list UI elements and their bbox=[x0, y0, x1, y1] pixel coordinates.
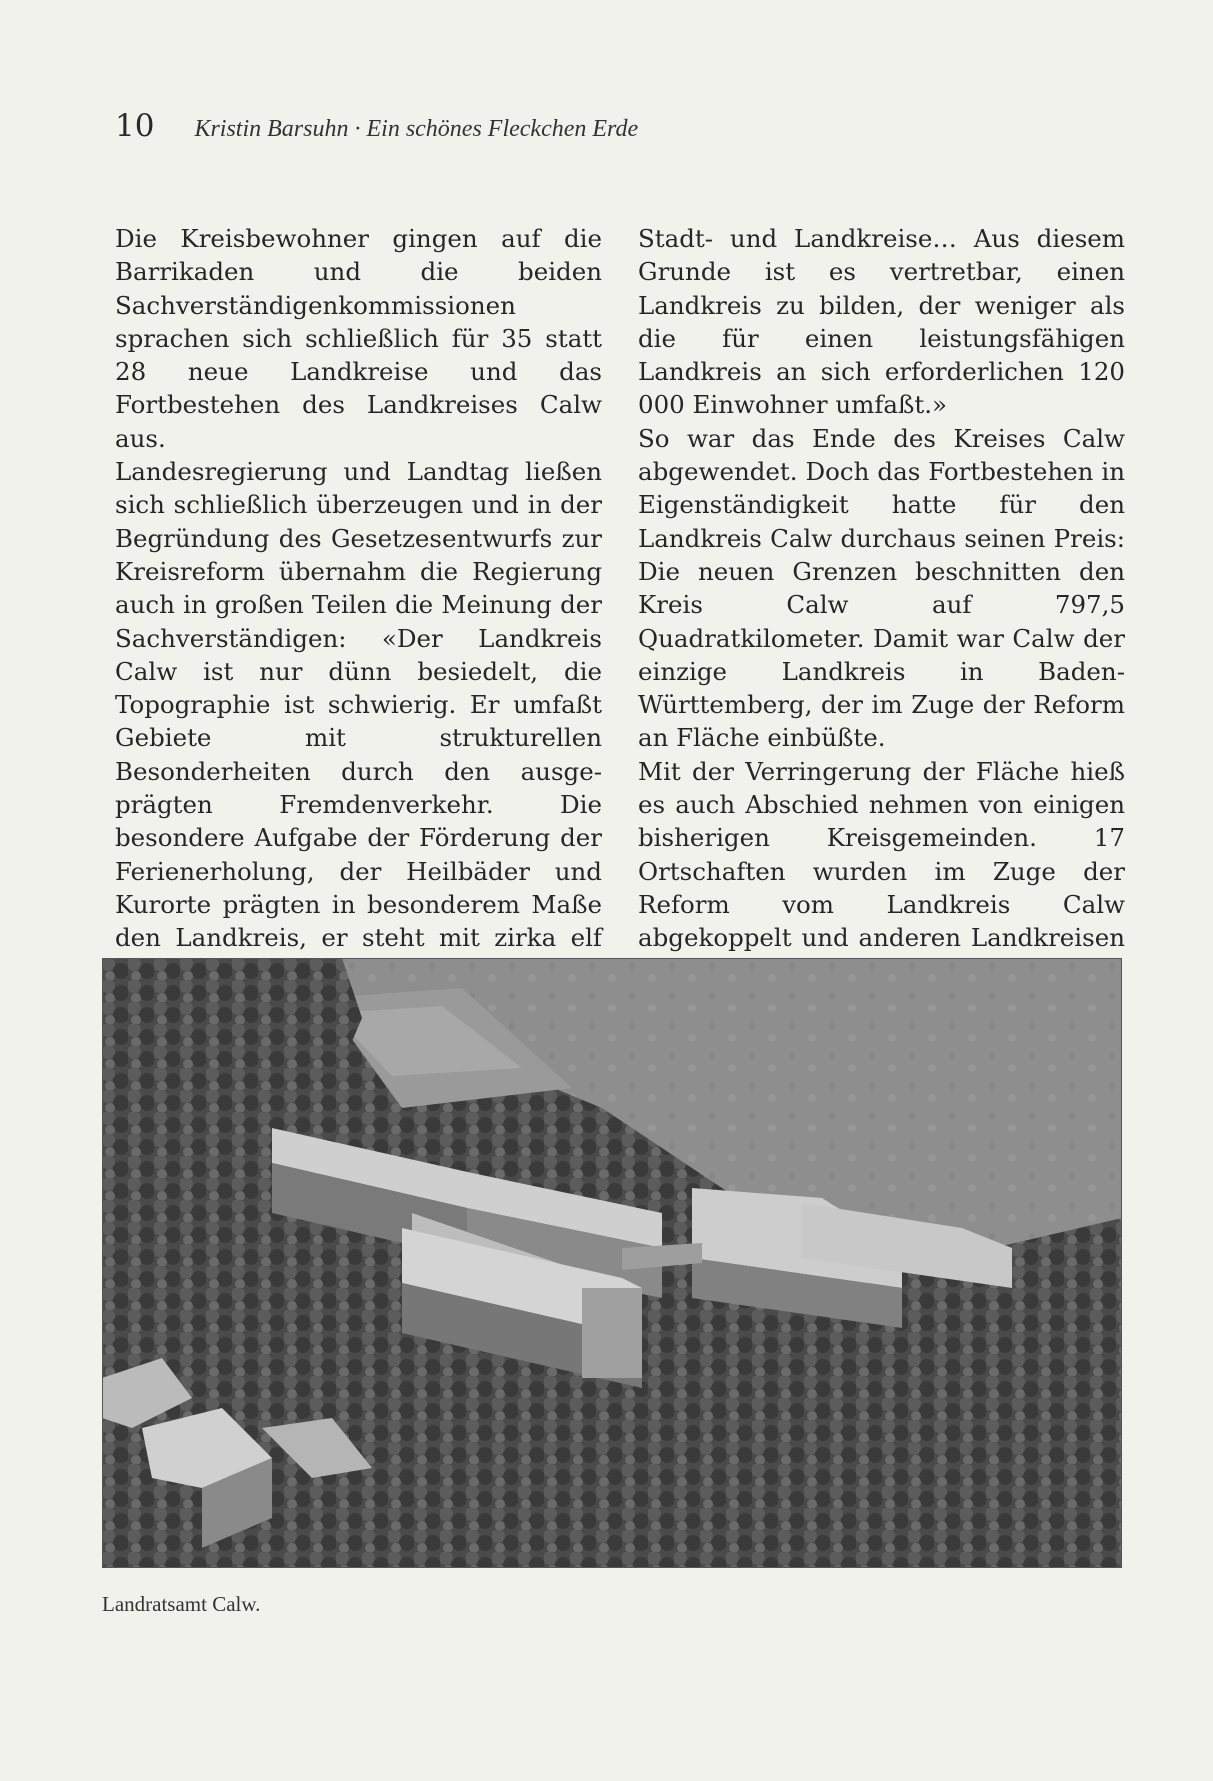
figure-caption: Landratsamt Calw. bbox=[102, 1592, 261, 1616]
aerial-photo-illustration bbox=[102, 958, 1122, 1568]
right-paragraph-1: Stadt- und Landkreise… Aus diesem Grunde ist es vertretbar, einen Landkreis zu bilden, der weniger als die für einen leistungsfähigen Landkreis an sich erforderlichen 120 000 Einwohner umfaßt.» bbox=[638, 224, 1125, 420]
right-paragraph-2: So war das Ende des Kreises Calw abgewendet. Doch das Fortbestehen in Eigenständigkeit hatte für den Landkreis Calw durchaus seinen Preis: Die neuen Grenzen beschnitten den Kreis Calw auf 797,5 Quadratkilometer. Damit war Calw der einzige Landkreis in Baden-Württemberg, der im Zuge der Reform an Fläche einbüßte. bbox=[638, 423, 1125, 753]
page-number: 10 bbox=[115, 108, 155, 144]
left-column bbox=[115, 222, 602, 1021]
running-title: Kristin Barsuhn · Ein schönes Fleckchen Erde bbox=[194, 116, 639, 142]
aerial-photo bbox=[102, 958, 1122, 1568]
page-header bbox=[115, 108, 638, 144]
left-paragraph-2: Landesregierung und Landtag ließen sich schließlich überzeugen und in der Begründung des Gesetzesentwurfs zur Kreisreform übernahm die Regierung auch in großen Teilen die Meinung der Sachverständigen: «Der Landkreis Calw ist nur dünn besiedelt, die Topographie ist schwierig. Er umfaßt Gebiete mit strukturellen Besonderheiten durch den ausgeprägten Fremdenverkehr. Die besondere Aufgabe der Förderung der Ferienerholung, der Heilbäder und Kurorte prägten in besonderem Maße den Landkreis, er steht mit zirka elf bbox=[115, 457, 602, 953]
right-column bbox=[638, 222, 1125, 988]
right-paragraph-3: Mit der Verringerung der Fläche hieß es auch Abschied nehmen von einigen bisherigen Kreisgemeinden. 17 Ortschaften wurden im Zuge der Reform vom Landkreis Calw abgekoppelt und anderen Landkreisen bbox=[638, 756, 1125, 953]
left-paragraph-1: Die Kreisbewohner gingen auf die Barrikaden und die beiden Sachverständigenkommissionen sprachen sich schließlich für 35 statt 28 neue Landkreise und das Fortbestehen des Landkreises Calw aus. bbox=[115, 224, 602, 453]
